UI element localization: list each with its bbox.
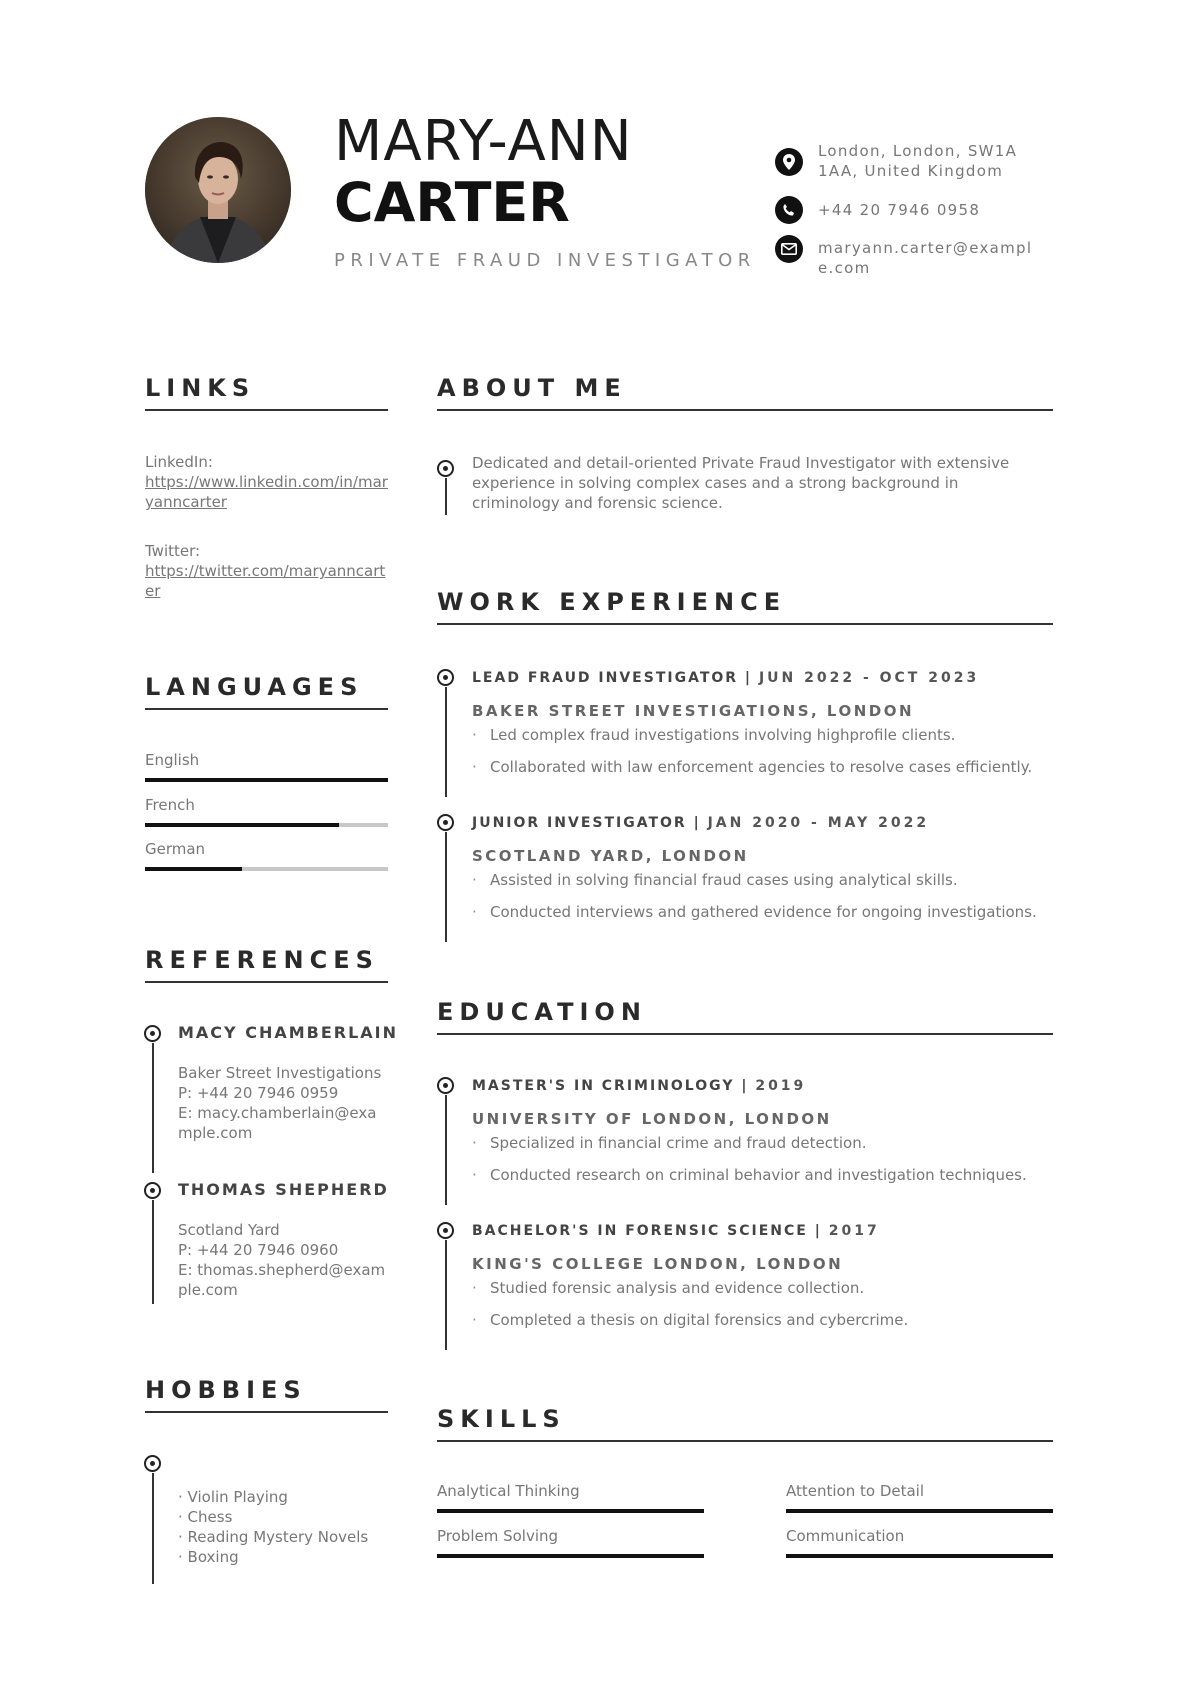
timeline-marker-icon: [144, 1025, 161, 1042]
timeline-line: [152, 1473, 154, 1584]
links-heading: LINKS: [145, 374, 256, 402]
profile-photo-illustration: [145, 117, 291, 263]
language-name: English: [145, 751, 200, 769]
timeline-marker-icon: [437, 1222, 454, 1239]
timeline-line: [445, 1240, 447, 1350]
education-heading-line: MASTER'S IN CRIMINOLOGY | 2019: [472, 1078, 807, 1094]
skill-label: Analytical Thinking: [437, 1482, 580, 1500]
skills-heading: SKILLS: [437, 1405, 566, 1433]
hobby-item: · Violin Playing: [178, 1488, 288, 1506]
education-bullet: · Studied forensic analysis and evidence collection.: [472, 1279, 865, 1297]
references-divider: [145, 981, 388, 983]
hobbies-heading: HOBBIES: [145, 1376, 307, 1404]
education-heading: EDUCATION: [437, 998, 647, 1026]
skill-bar: [786, 1509, 1053, 1513]
education-org: KING'S COLLEGE LONDON, LONDON: [472, 1255, 844, 1273]
about-text: Dedicated and detail-oriented Private Fraud Investigator with extensive experience in solving complex cases and a strong background in criminology and forensic science.: [472, 454, 1010, 512]
work-divider: [437, 623, 1053, 625]
job-org: BAKER STREET INVESTIGATIONS, LONDON: [472, 702, 915, 720]
timeline-line: [445, 687, 447, 797]
skill-bar: [786, 1554, 1053, 1558]
reference-company: Baker Street Investigations: [178, 1064, 382, 1082]
envelope-icon: [775, 235, 803, 263]
education-bullet: · Specialized in financial crime and fraud detection.: [472, 1134, 867, 1152]
address-text: London, London, SW1A 1AA, United Kingdom: [818, 142, 1018, 180]
phone-icon: [775, 196, 803, 224]
timeline-line: [445, 1095, 447, 1205]
reference-name: MACY CHAMBERLAIN: [178, 1023, 399, 1042]
timeline-line: [152, 1043, 154, 1173]
skill-label: Problem Solving: [437, 1527, 559, 1545]
linkedin-label: LinkedIn:: [145, 453, 213, 471]
language-level-fill: [145, 778, 388, 782]
job-bullet: · Led complex fraud investigations involving highprofile clients.: [472, 726, 956, 744]
hobby-item: · Boxing: [178, 1548, 239, 1566]
skill-label: Communication: [786, 1527, 905, 1545]
timeline-marker-icon: [437, 814, 454, 831]
job-title: PRIVATE FRAUD INVESTIGATOR: [334, 250, 756, 271]
profile-photo: [145, 117, 291, 263]
timeline-line: [445, 478, 447, 515]
links-divider: [145, 409, 388, 411]
skills-divider: [437, 1440, 1053, 1442]
timeline-marker-icon: [437, 669, 454, 686]
education-bullet: · Conducted research on criminal behavior and investigation techniques.: [472, 1166, 1027, 1184]
education-heading-line: BACHELOR'S IN FORENSIC SCIENCE | 2017: [472, 1223, 880, 1239]
reference-phone: P: +44 20 7946 0960: [178, 1241, 339, 1259]
language-level-bar: [145, 778, 388, 782]
timeline-line: [445, 832, 447, 942]
language-name: German: [145, 840, 206, 858]
phone-text: +44 20 7946 0958: [818, 201, 981, 219]
job-bullet: · Collaborated with law enforcement agencies to resolve cases efficiently.: [472, 758, 1033, 776]
skill-bar: [437, 1509, 704, 1513]
hobbies-divider: [145, 1411, 388, 1413]
language-level-fill: [145, 823, 339, 827]
work-heading: WORK EXPERIENCE: [437, 588, 787, 616]
linkedin-link[interactable]: https://www.linkedin.com/in/maryanncarter: [145, 473, 388, 511]
job-heading: LEAD FRAUD INVESTIGATOR | JUN 2022 - OCT 2023: [472, 670, 980, 686]
job-bullet: · Conducted interviews and gathered evidence for ongoing investigations.: [472, 903, 1037, 921]
skill-label: Attention to Detail: [786, 1482, 925, 1500]
hobby-item: · Chess: [178, 1508, 233, 1526]
references-heading: REFERENCES: [145, 946, 379, 974]
job-org: SCOTLAND YARD, LONDON: [472, 847, 749, 865]
reference-phone: P: +44 20 7946 0959: [178, 1084, 339, 1102]
languages-divider: [145, 708, 388, 710]
reference-company: Scotland Yard: [178, 1221, 280, 1239]
reference-email: E: thomas.shepherd@example.com: [178, 1261, 386, 1299]
about-heading: ABOUT ME: [437, 374, 627, 402]
job-bullet: · Assisted in solving financial fraud cases using analytical skills.: [472, 871, 958, 889]
education-divider: [437, 1033, 1053, 1035]
last-name: CARTER: [334, 171, 570, 234]
reference-email: E: macy.chamberlain@example.com: [178, 1104, 377, 1142]
education-bullet: · Completed a thesis on digital forensics and cybercrime.: [472, 1311, 909, 1329]
timeline-marker-icon: [144, 1182, 161, 1199]
timeline-line: [152, 1200, 154, 1304]
twitter-link[interactable]: https://twitter.com/maryanncarter: [145, 562, 386, 600]
first-name: MARY-ANN: [334, 109, 633, 174]
email-text[interactable]: maryann.carter@example.com: [818, 239, 1033, 277]
language-level-bar: [145, 867, 388, 871]
education-org: UNIVERSITY OF LONDON, LONDON: [472, 1110, 832, 1128]
reference-name: THOMAS SHEPHERD: [178, 1180, 389, 1199]
language-name: French: [145, 796, 195, 814]
hobby-item: · Reading Mystery Novels: [178, 1528, 369, 1546]
language-level-fill: [145, 867, 242, 871]
skill-bar: [437, 1554, 704, 1558]
timeline-marker-icon: [144, 1455, 161, 1472]
timeline-marker-icon: [437, 460, 454, 477]
about-divider: [437, 409, 1053, 411]
language-level-bar: [145, 823, 388, 827]
twitter-label: Twitter:: [145, 542, 201, 560]
languages-heading: LANGUAGES: [145, 673, 364, 701]
job-heading: JUNIOR INVESTIGATOR | JAN 2020 - MAY 2022: [472, 815, 930, 831]
timeline-marker-icon: [437, 1077, 454, 1094]
location-pin-icon: [775, 148, 803, 176]
